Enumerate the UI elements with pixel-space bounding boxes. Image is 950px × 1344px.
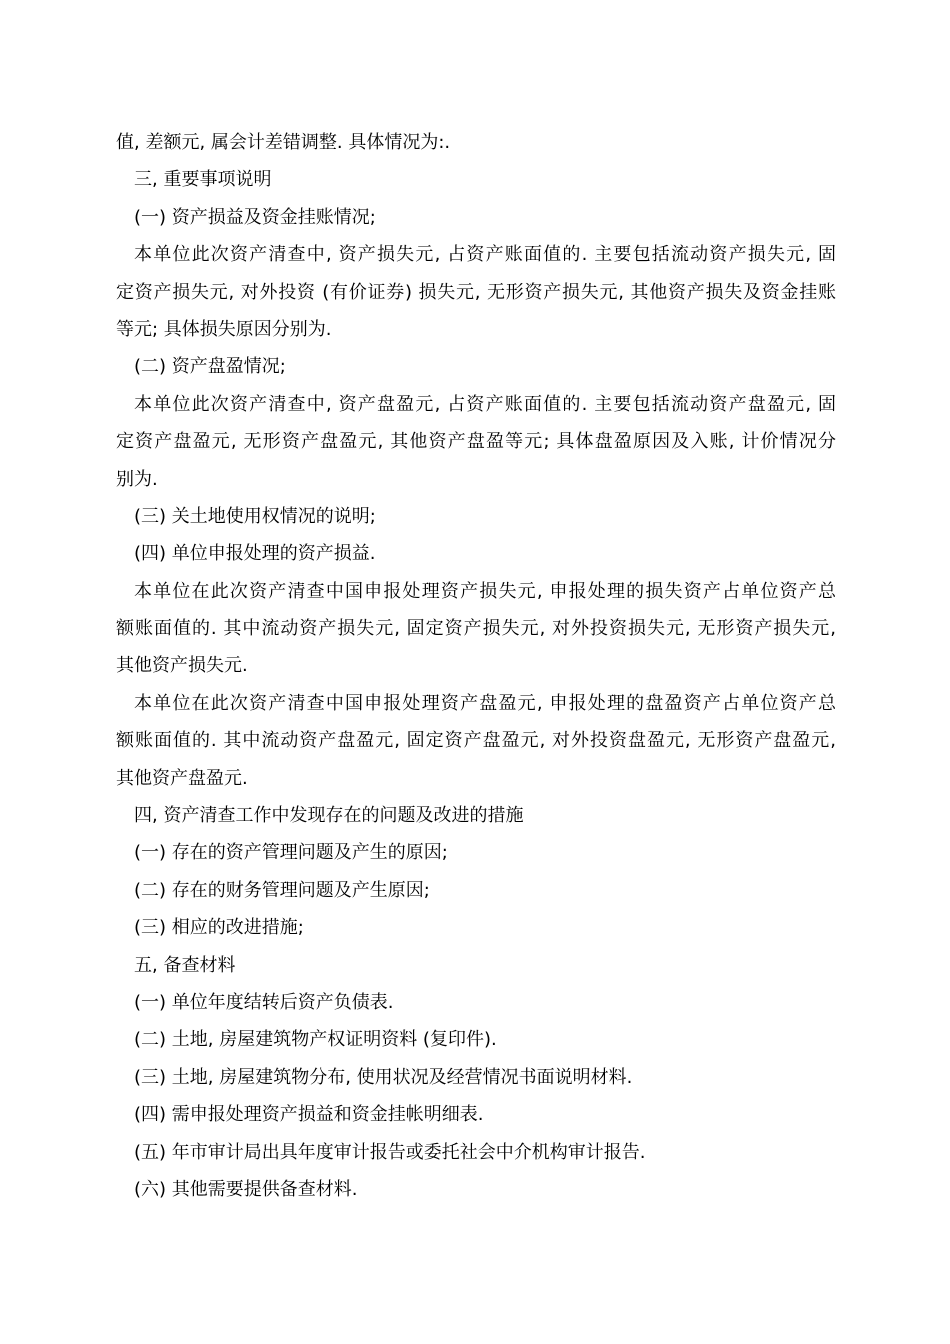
subsection-heading: (二) 资产盘盈情况; bbox=[134, 356, 286, 378]
section-heading: 四, 资产清查工作中发现存在的问题及改进的措施 bbox=[134, 805, 524, 827]
paragraph-line: 本单位此次资产清查中, 资产盘盈元, 占资产账面值的. 主要包括流动资产盘盈元, 固 bbox=[134, 393, 836, 415]
paragraph-line: 别为. bbox=[116, 468, 158, 490]
paragraph-line: 定资产盘盈元, 无形资产盘盈元, 其他资产盘盈等元; 具体盘盈原因及入账, 计价情况分 bbox=[116, 431, 836, 453]
subsection-heading: (一) 存在的资产管理问题及产生的原因; bbox=[134, 842, 448, 864]
paragraph-line: 本单位此次资产清查中, 资产损失元, 占资产账面值的. 主要包括流动资产损失元, 固 bbox=[134, 244, 836, 266]
subsection-heading: (三) 相应的改进措施; bbox=[134, 917, 304, 939]
section-heading: 三, 重要事项说明 bbox=[134, 169, 272, 191]
paragraph-line: 额账面值的. 其中流动资产损失元, 固定资产损失元, 对外投资损失元, 无形资产损失元, bbox=[116, 618, 836, 640]
paragraph-line: 等元; 具体损失原因分别为. bbox=[116, 318, 332, 340]
list-item: (一) 单位年度结转后资产负债表. bbox=[134, 991, 394, 1013]
text-line: 值, 差额元, 属会计差错调整. 具体情况为:. bbox=[116, 132, 451, 153]
list-item: (六) 其他需要提供备查材料. bbox=[134, 1178, 358, 1200]
paragraph-line: 本单位在此次资产清查中国申报处理资产盘盈元, 申报处理的盘盈资产占单位资产总 bbox=[134, 692, 836, 714]
list-item: (四) 需申报处理资产损益和资金挂帐明细表. bbox=[134, 1104, 484, 1126]
subsection-heading: (一) 资产损益及资金挂账情况; bbox=[134, 206, 376, 228]
list-item: (二) 土地, 房屋建筑物产权证明资料 (复印件). bbox=[134, 1029, 497, 1051]
paragraph-line: 其他资产损失元. bbox=[116, 655, 248, 677]
paragraph-line: 定资产损失元, 对外投资 (有价证券) 损失元, 无形资产损失元, 其他资产损失及资金挂账 bbox=[116, 281, 836, 303]
paragraph-line: 额账面值的. 其中流动资产盘盈元, 固定资产盘盈元, 对外投资盘盈元, 无形资产盘盈元, bbox=[116, 730, 836, 752]
section-heading: 五, 备查材料 bbox=[134, 954, 236, 976]
document-body bbox=[116, 124, 836, 1208]
list-item: (三) 土地, 房屋建筑物分布, 使用状况及经营情况书面说明材料. bbox=[134, 1066, 633, 1088]
paragraph-line: 其他资产盘盈元. bbox=[116, 767, 248, 789]
subsection-heading: (三) 关土地使用权情况的说明; bbox=[134, 505, 376, 527]
subsection-heading: (二) 存在的财务管理问题及产生原因; bbox=[134, 879, 430, 901]
paragraph-line: 本单位在此次资产清查中国申报处理资产损失元, 申报处理的损失资产占单位资产总 bbox=[134, 580, 836, 602]
subsection-heading: (四) 单位申报处理的资产损益. bbox=[134, 543, 376, 565]
list-item: (五) 年市审计局出具年度审计报告或委托社会中介机构审计报告. bbox=[134, 1141, 646, 1163]
